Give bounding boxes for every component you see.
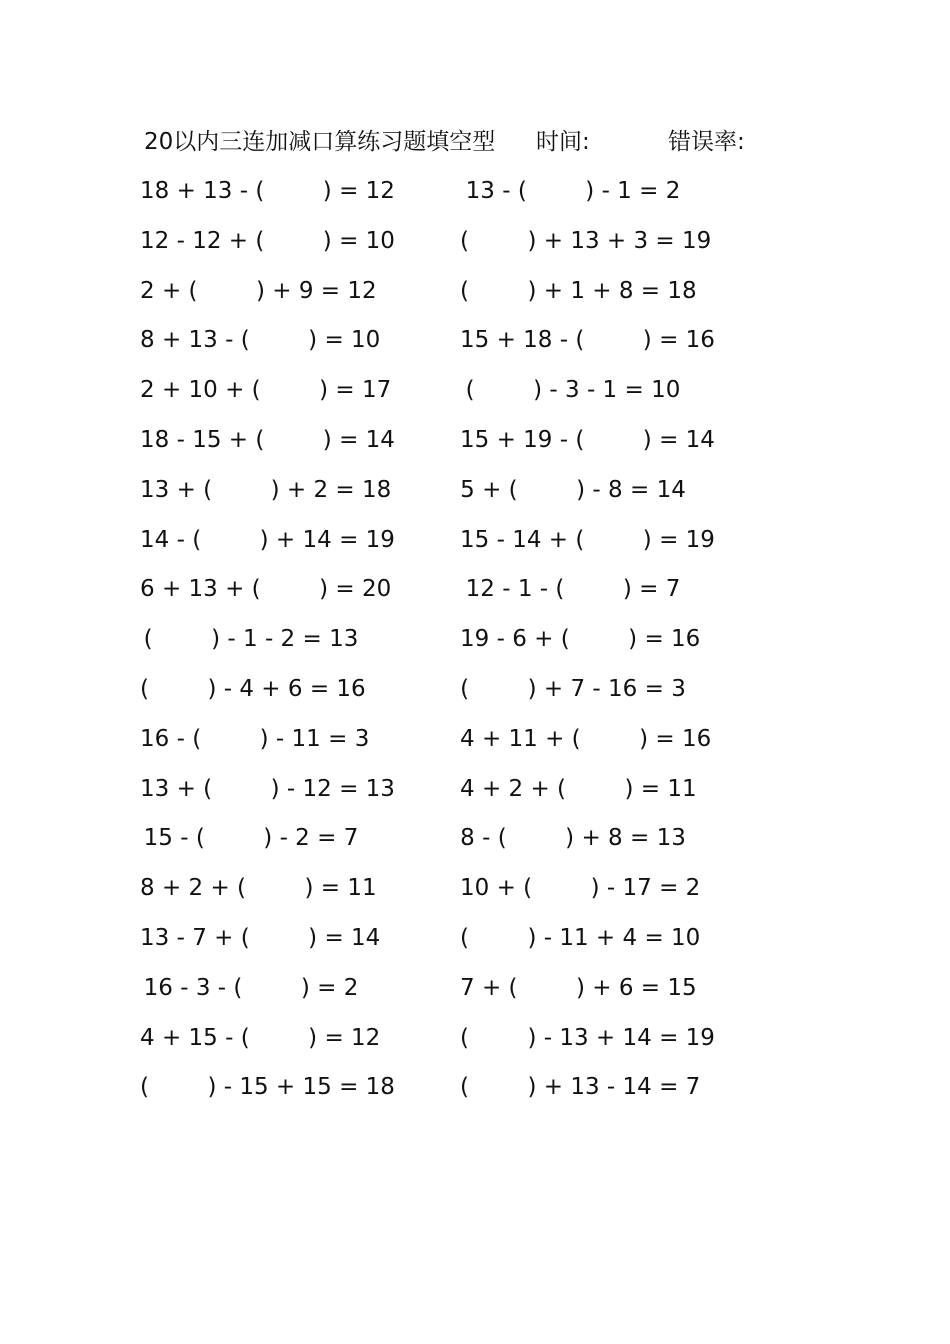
worksheet-header: [144, 124, 784, 160]
equation-right: ( ) + 7 - 16 = 3: [460, 675, 686, 702]
equation-row: [0, 172, 950, 222]
equation-row: [0, 969, 950, 1019]
equation-left: 18 + 13 - ( ) = 12: [140, 178, 395, 204]
equation-row: [0, 371, 950, 421]
error-rate-label: 错误率:: [668, 129, 745, 155]
equation-left: 2 + ( ) + 9 = 12: [140, 277, 377, 304]
equation-right: 12 - 1 - ( ) = 7: [465, 576, 681, 603]
equation-row: [0, 272, 950, 322]
equation-left: ( ) - 15 + 15 = 18: [140, 1074, 395, 1101]
equation-right: 10 + ( ) - 17 = 2: [460, 875, 701, 902]
equation-left: 2 + 10 + ( ) = 17: [140, 377, 392, 404]
equation-right: 15 - 14 + ( ) = 19: [460, 526, 715, 553]
equation-right: ( ) - 11 + 4 = 10: [460, 924, 701, 951]
equation-right: ( ) + 13 - 14 = 7: [460, 1074, 701, 1101]
equation-row: [0, 321, 950, 371]
equation-left: 15 - ( ) - 2 = 7: [143, 825, 359, 852]
equation-row: [0, 670, 950, 720]
equation-row: [0, 471, 950, 521]
equation-left: 4 + 15 - ( ) = 12: [140, 1024, 381, 1051]
equation-right: 5 + ( ) - 8 = 14: [460, 476, 686, 503]
equation-left: ( ) - 1 - 2 = 13: [143, 626, 359, 653]
equation-row: [0, 720, 950, 770]
equation-right: 7 + ( ) + 6 = 15: [460, 974, 697, 1001]
equation-row: [0, 521, 950, 571]
equation-left: 13 + ( ) - 12 = 13: [140, 775, 395, 802]
equation-left: 13 + ( ) + 2 = 18: [140, 476, 392, 503]
equation-row: [0, 770, 950, 820]
equation-right: 4 + 11 + ( ) = 16: [460, 725, 712, 752]
equation-left: 14 - ( ) + 14 = 19: [140, 526, 395, 553]
equation-left: 12 - 12 + ( ) = 10: [140, 227, 395, 254]
equation-right: 8 - ( ) + 8 = 13: [460, 825, 686, 852]
equation-left: 6 + 13 + ( ) = 20: [140, 576, 392, 603]
equation-row: [0, 570, 950, 620]
equation-row: [0, 819, 950, 869]
equation-row: [0, 919, 950, 969]
equation-row: [0, 222, 950, 272]
equation-right: ( ) - 3 - 1 = 10: [465, 377, 681, 404]
equation-right: 19 - 6 + ( ) = 16: [460, 626, 701, 653]
equation-row: [0, 620, 950, 670]
equation-row: [0, 1068, 950, 1118]
equation-left: 8 + 2 + ( ) = 11: [140, 875, 377, 902]
equation-left: 16 - ( ) - 11 = 3: [140, 725, 370, 752]
equation-left: 18 - 15 + ( ) = 14: [140, 426, 395, 453]
equation-right: 4 + 2 + ( ) = 11: [460, 775, 697, 802]
equation-left: ( ) - 4 + 6 = 16: [140, 675, 366, 702]
worksheet-title: 20以内三连加减口算练习题填空型: [144, 129, 496, 155]
equation-list: [0, 172, 950, 1118]
equation-right: ( ) + 1 + 8 = 18: [460, 277, 697, 304]
equation-right: 15 + 18 - ( ) = 16: [460, 327, 715, 354]
equation-right: 15 + 19 - ( ) = 14: [460, 426, 715, 453]
equation-right: 13 - ( ) - 1 = 2: [465, 178, 681, 204]
equation-row: [0, 421, 950, 471]
equation-left: 8 + 13 - ( ) = 10: [140, 327, 381, 354]
equation-right: ( ) - 13 + 14 = 19: [460, 1024, 715, 1051]
equation-right: ( ) + 13 + 3 = 19: [460, 227, 712, 254]
time-label: 时间:: [536, 129, 590, 155]
equation-left: 16 - 3 - ( ) = 2: [143, 974, 359, 1001]
equation-row: [0, 1019, 950, 1069]
equation-row: [0, 869, 950, 919]
equation-left: 13 - 7 + ( ) = 14: [140, 924, 381, 951]
